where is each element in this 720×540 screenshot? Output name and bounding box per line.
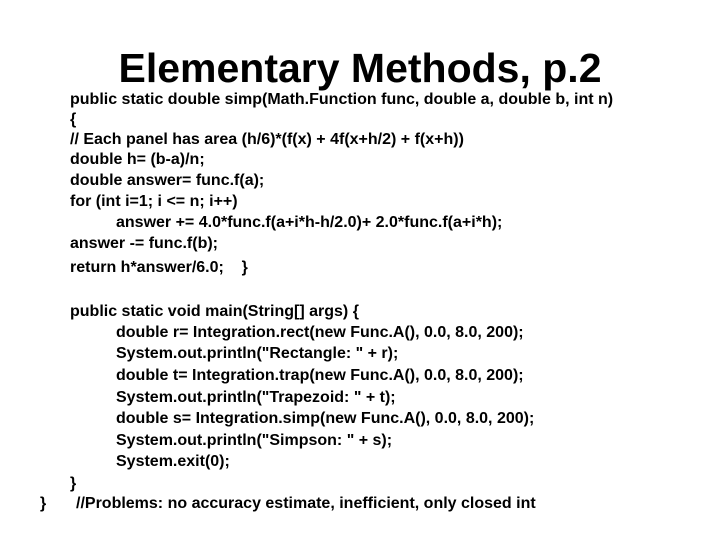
slide-title: Elementary Methods, p.2 bbox=[118, 45, 602, 91]
code-line: return h*answer/6.0; } bbox=[70, 259, 248, 276]
code-line: System.out.println("Simpson: " + s); bbox=[116, 432, 393, 449]
code-line: answer += 4.0*func.f(a+i*h-h/2.0)+ 2.0*func.f(a+i*h); bbox=[116, 214, 503, 231]
class-closing-brace: } bbox=[40, 495, 47, 512]
code-line: { bbox=[70, 111, 77, 128]
code-line: double t= Integration.trap(new Func.A(), 0.0, 8.0, 200); bbox=[116, 367, 524, 384]
code-line: for (int i=1; i <= n; i++) bbox=[70, 193, 238, 210]
code-line: double answer= func.f(a); bbox=[70, 172, 265, 189]
code-line: } bbox=[70, 475, 77, 492]
code-line: double h= (b-a)/n; bbox=[70, 151, 205, 168]
code-line: public static double simp(Math.Function func, double a, double b, int n) bbox=[70, 91, 614, 108]
code-line: System.out.println("Rectangle: " + r); bbox=[116, 345, 399, 362]
code-line: public static void main(String[] args) { bbox=[70, 303, 359, 320]
code-line: double s= Integration.simp(new Func.A(), 0.0, 8.0, 200); bbox=[116, 410, 535, 427]
code-line: answer -= func.f(b); bbox=[70, 235, 219, 252]
code-line: double r= Integration.rect(new Func.A(), 0.0, 8.0, 200); bbox=[116, 324, 524, 341]
problems-comment: //Problems: no accuracy estimate, inefficient, only closed int bbox=[76, 495, 536, 512]
code-line: System.out.println("Trapezoid: " + t); bbox=[116, 389, 396, 406]
code-line: System.exit(0); bbox=[116, 453, 230, 470]
code-line: // Each panel has area (h/6)*(f(x) + 4f(x+h/2) + f(x+h)) bbox=[70, 131, 464, 148]
